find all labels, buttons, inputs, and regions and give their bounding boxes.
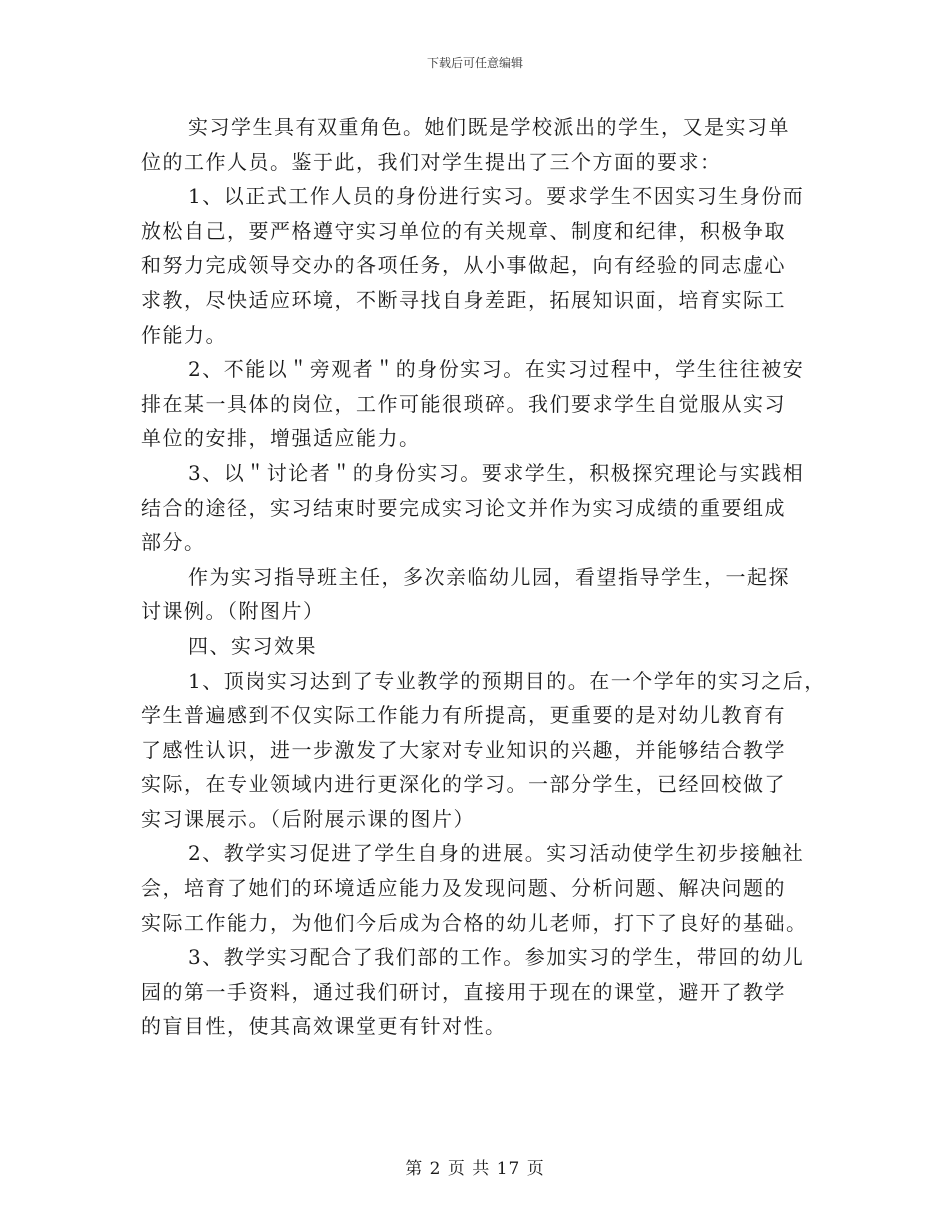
paragraph-line: 位的工作人员。鉴于此，我们对学生提出了三个方面的要求： — [141, 149, 722, 174]
paragraph-line: 1、顶岗实习达到了专业教学的预期目的。在一个学年的实习之后， — [188, 668, 826, 693]
paragraph-line: 和努力完成领导交办的各项任务，从小事做起，向有经验的同志虚心 — [141, 253, 786, 278]
page-footer: 第 2 页 共 17 页 — [405, 1159, 545, 1179]
paragraph-line: 结合的途径，实习结束时要完成实习论文并作为实习成绩的重要组成 — [141, 495, 786, 520]
paragraph-line: 了感性认识，进一步激发了大家对专业知识的兴趣，并能够结合教学 — [141, 737, 786, 762]
paragraph-line: 2、不能以＂旁观者＂的身份实习。在实习过程中，学生往往被安 — [188, 357, 805, 382]
paragraph-line: 实际工作能力，为他们今后成为合格的幼儿老师，打下了良好的基础。 — [141, 910, 808, 935]
paragraph-line: 1、以正式工作人员的身份进行实习。要求学生不因实习生身份而 — [188, 184, 805, 209]
paragraph-line: 讨课例。（附图片） — [141, 599, 325, 624]
paragraph-line: 的盲目性，使其高效课堂更有针对性。 — [141, 1014, 507, 1039]
paragraph-line: 园的第一手资料，通过我们研讨，直接用于现在的课堂，避开了教学 — [141, 979, 786, 1004]
paragraph-line: 3、教学实习配合了我们部的工作。参加实习的学生，带回的幼儿 — [188, 945, 805, 970]
paragraph-line: 2、教学实习促进了学生自身的进展。实习活动使学生初步接触社 — [188, 841, 805, 866]
paragraph-line: 求教，尽快适应环境，不断寻找自身差距，拓展知识面，培育实际工 — [141, 287, 786, 312]
paragraph-line: 会，培育了她们的环境适应能力及发现问题、分析问题、解决问题的 — [141, 876, 786, 901]
section-heading: 四、实习效果 — [188, 633, 317, 658]
paragraph-line: 单位的安排，增强适应能力。 — [141, 426, 421, 451]
paragraph-line: 作能力。 — [141, 322, 227, 347]
paragraph-line: 排在某一具体的岗位，工作可能很琐碎。我们要求学生自觉服从实习 — [141, 391, 786, 416]
paragraph-line: 3、以＂讨论者＂的身份实习。要求学生，积极探究理论与实践相 — [188, 460, 805, 485]
paragraph-line: 实习课展示。（后附展示课的图片） — [141, 806, 475, 831]
paragraph-line: 放松自己，要严格遵守实习单位的有关规章、制度和纪律，积极争取 — [141, 218, 786, 243]
paragraph-line: 学生普遍感到不仅实际工作能力有所提高，更重要的是对幼儿教育有 — [141, 703, 786, 728]
paragraph-line: 实际，在专业领域内进行更深化的学习。一部分学生，已经回校做了 — [141, 772, 786, 797]
paragraph-line: 作为实习指导班主任，多次亲临幼儿园，看望指导学生，一起探 — [188, 564, 790, 589]
page-header: 下载后可任意编辑 — [426, 56, 523, 70]
paragraph-line: 部分。 — [141, 530, 206, 555]
paragraph-line: 实习学生具有双重角色。她们既是学校派出的学生，又是实习单 — [188, 115, 790, 139]
document-body — [141, 110, 831, 1044]
